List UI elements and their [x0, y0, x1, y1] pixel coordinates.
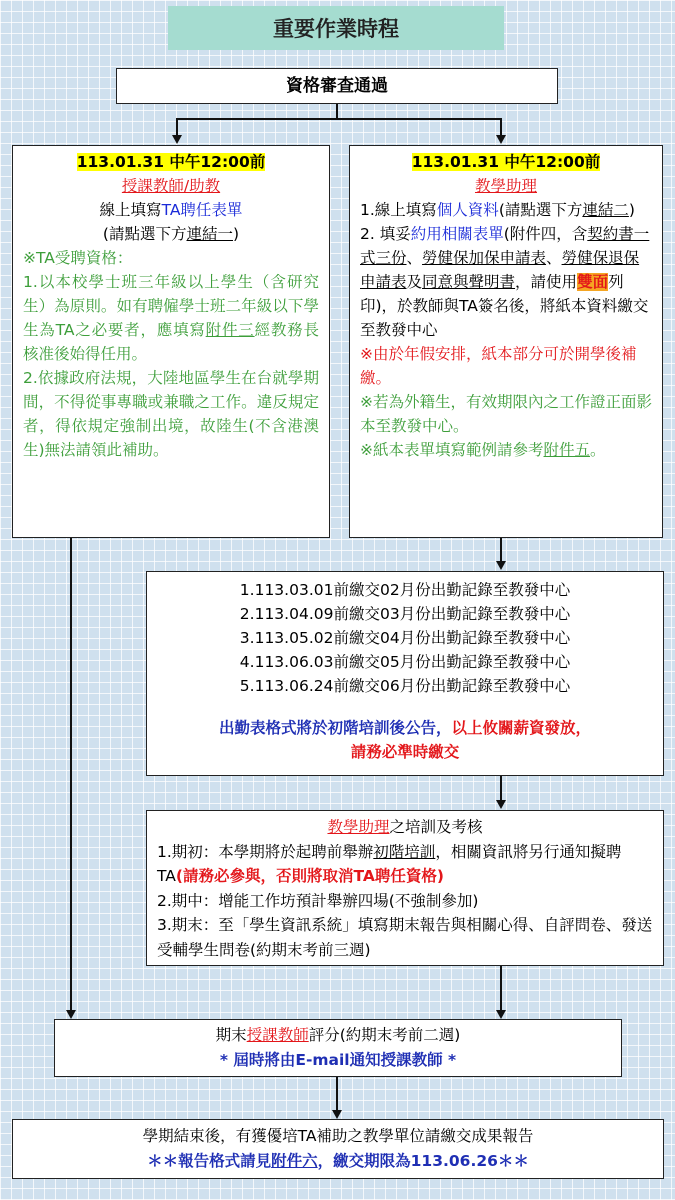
arrow-down-icon	[496, 561, 506, 570]
arrow-down-icon	[496, 1010, 506, 1019]
ta-qualification-heading: ※TA受聘資格：	[23, 249, 133, 267]
report-a: ＊＊報告格式請見	[147, 1152, 272, 1170]
arrow-down-icon	[496, 800, 506, 809]
left-role: 授課教師/助教	[121, 177, 221, 195]
item1-paren: (請點選下方	[498, 201, 583, 219]
item2-text-c: (附件四，含	[503, 225, 588, 243]
eval-a: 期末	[215, 1026, 247, 1044]
attendance-item: 5.113.06.24前繳交06月份出勤記錄至教發中心	[239, 677, 571, 695]
left-line2-close: )	[233, 225, 240, 243]
p1-text-c: ，相關資訊將另行通知擬聘TA	[157, 842, 622, 885]
attachment-five-link[interactable]: 附件五	[543, 441, 591, 459]
report-c: ，繳交期限為113.06.26＊＊	[317, 1152, 529, 1170]
arrow-down-icon	[332, 1110, 342, 1119]
double-sided-badge: 雙面	[577, 273, 609, 291]
attendance-format-note: 出勤表格式將於初階培訓後公告，	[218, 719, 452, 737]
initial-training: 初階培訓	[373, 842, 436, 861]
left-deadline: 113.01.31 中午12:00前	[76, 153, 266, 171]
connector	[500, 776, 502, 801]
submit-on-time-note: 請務必準時繳交	[350, 743, 460, 761]
connector	[176, 118, 502, 120]
item2-sep2: 、	[546, 249, 562, 267]
attendance-note	[157, 716, 653, 740]
item2-and: 及	[406, 273, 423, 291]
connector	[500, 538, 502, 562]
teacher-assistant-box	[12, 145, 330, 538]
eval-teacher: 授課教師	[246, 1026, 309, 1044]
arrow-down-icon	[496, 135, 506, 144]
arrow-down-icon	[66, 1010, 76, 1019]
p1-text: 1.期初：本學期將於起聘前舉辦	[157, 842, 374, 861]
attendance-item: 3.113.05.02前繳交04月份出勤記錄至教發中心	[239, 629, 571, 647]
note-example	[360, 438, 652, 462]
eval-c: 評分(約期末考前二週)	[308, 1026, 461, 1044]
link-one[interactable]: 連結一	[186, 225, 233, 243]
item1-close: )	[628, 201, 635, 219]
note3-end: 。	[590, 441, 606, 459]
connector	[336, 104, 338, 118]
attachment-three-link[interactable]: 附件三	[205, 321, 255, 339]
connector	[500, 118, 502, 136]
training-heading-role: 教學助理	[327, 818, 390, 836]
page-title: 重要作業時程	[168, 6, 504, 50]
evaluation-line	[61, 1023, 615, 1048]
qual1-text: 1.以本校學士班三年級以上學生（含研究生）為原則。如有聘僱學士班二年級以下學生為TA之必要者，應填寫	[23, 273, 319, 339]
note-foreign-student: ※若為外籍生，有效期限內之工作證正面影本至教發中心。	[360, 393, 652, 435]
link-two[interactable]: 連結二	[582, 201, 629, 219]
qual1-end: 經教務長核准後始得任用。	[23, 321, 319, 363]
note3-text: ※紙本表單填寫範例請參考	[360, 441, 544, 459]
connector	[500, 966, 502, 1011]
mandatory-note: (請務必參與，否則將取消TA聘任資格)	[175, 867, 444, 885]
training-item-2: 2.期中：增能工作坊預計舉辦四場(不強制參加)	[157, 891, 479, 910]
arrow-down-icon	[172, 135, 182, 144]
ta-appointment-form-link[interactable]: TA聘任表單	[161, 201, 243, 219]
qualification-passed-box	[116, 68, 558, 104]
insurance-enroll-form: 勞健保加保申請表	[422, 249, 547, 267]
personal-data-link[interactable]: 個人資料	[436, 201, 499, 219]
training-heading	[157, 815, 653, 840]
item2-text-m: 列印)，於教師與TA簽名後，將紙本資料繳交至教發中心	[360, 273, 649, 339]
right-role: 教學助理	[474, 177, 537, 195]
contract-copies: 契約書一式三份	[360, 225, 650, 267]
contract-forms-link[interactable]: 約用相關表單	[410, 225, 504, 243]
training-heading-rest: 之培訓及考核	[389, 818, 483, 836]
training-item-3: 3.期末：至「學生資訊系統」填寫期末報告與相關心得、自評問卷、發送受輔學生問卷(約期末考前三週)	[157, 916, 653, 959]
final-evaluation-box	[54, 1019, 622, 1077]
training-item-1	[157, 840, 653, 889]
report-line: 學期結束後，有獲優培TA補助之教學單位請繳交成果報告	[142, 1127, 534, 1145]
item2-text-k: ，請使用	[515, 273, 578, 291]
connector	[70, 538, 72, 1011]
connector	[336, 1077, 338, 1111]
attendance-item: 2.113.04.09前繳交03月份出勤記錄至教發中心	[239, 605, 571, 623]
ta-qualification-item-2: 2.依據政府法規，大陸地區學生在台就學期間，不得從事專職或兼職之工作。違反規定者，得依規定強制出境，故陸生(不含港澳生)無法請領此補助。	[23, 369, 319, 459]
left-line1-text: 線上填寫	[99, 201, 162, 219]
connector	[176, 118, 178, 136]
right-item-2	[360, 222, 652, 342]
attendance-item: 4.113.06.03前繳交05月份出勤記錄至教發中心	[239, 653, 571, 671]
training-assessment-box	[146, 810, 664, 966]
report-format-line	[19, 1149, 657, 1174]
ta-qualification-item-1	[23, 270, 319, 366]
right-item-1	[360, 198, 652, 222]
attendance-list	[157, 578, 653, 698]
item2-sep: 、	[406, 249, 423, 267]
note-late-submission: ※由於年假安排，紙本部分可於開學後補繳。	[360, 345, 637, 387]
teaching-assistant-box	[349, 145, 663, 538]
item1-text: 1.線上填寫	[360, 201, 437, 219]
email-notice: * 屆時將由E-mail通知授課教師 *	[219, 1051, 457, 1069]
consent-form: 同意與聲明書	[422, 273, 516, 291]
qualification-passed-label: 資格審查通過	[286, 76, 388, 96]
item2-text: 2. 填妥	[360, 225, 411, 243]
insurance-withdraw-form: 勞健保退保申請表	[360, 249, 640, 291]
attendance-item: 1.113.03.01前繳交02月份出勤記錄至教發中心	[239, 581, 571, 599]
attachment-six-link[interactable]: 附件六	[271, 1152, 318, 1170]
attendance-schedule-box	[146, 571, 664, 776]
final-report-box	[12, 1119, 664, 1179]
left-line2-text: (請點選下方	[102, 225, 187, 243]
right-deadline: 113.01.31 中午12:00前	[411, 153, 601, 171]
salary-note: 以上攸關薪資發放，	[451, 719, 592, 737]
